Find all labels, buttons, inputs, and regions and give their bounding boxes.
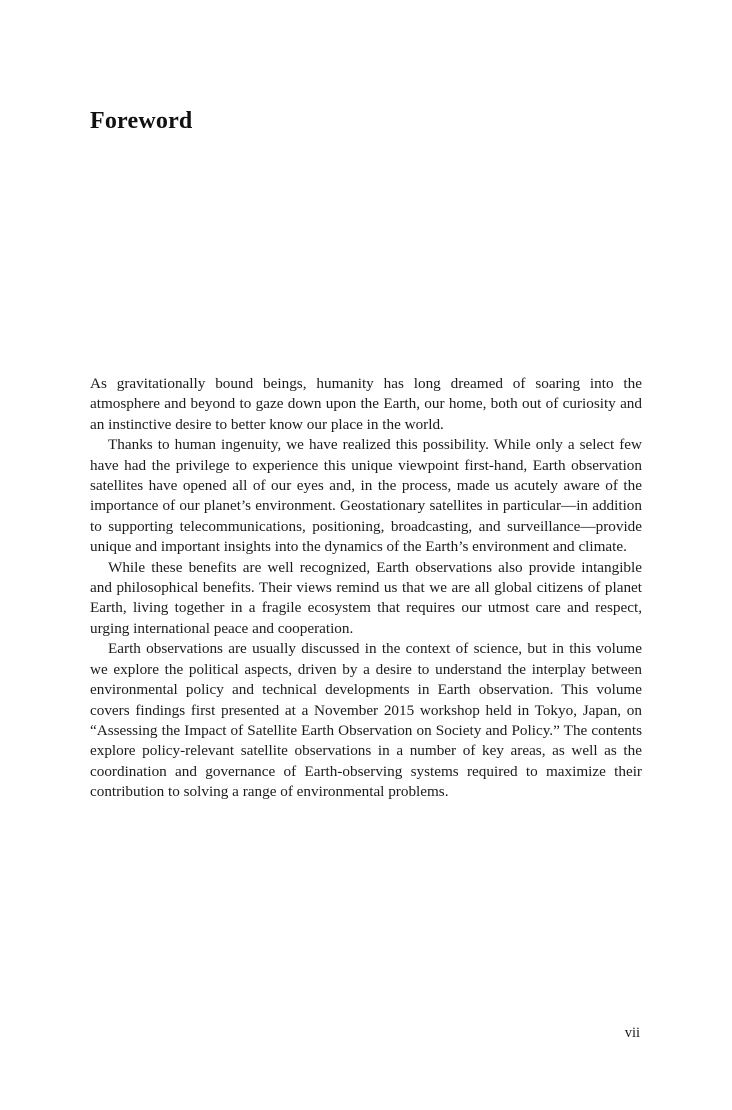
body-paragraph: While these benefits are well recognized, Earth observations also provide intangible and philosophical benefits. Their views remind us that we are all global citizens of planet Earth, living together in a fragile ecosystem that requires our utmost care and respect, urging international peace and cooperation. bbox=[90, 558, 642, 637]
page-title: Foreword bbox=[90, 108, 193, 135]
body-paragraph: As gravitationally bound beings, humanity has long dreamed of soaring into the atmosphere and beyond to gaze down upon the Earth, our home, both out of curiosity and an instinctive desire to better know our place in the world. bbox=[90, 375, 642, 433]
body-text bbox=[90, 374, 642, 803]
body-paragraph: Thanks to human ingenuity, we have realized this possibility. While only a select few have had the privilege to experience this unique viewpoint first-hand, Earth observation satellites have opened all of our eyes and, in the process, made us acutely aware of the importance of our planet’s environment. Geostationary satellites in particular—in addition to supporting telecommunications, positioning, broadcasting, and surveillance—provide unique and important insights into the dynamics of the Earth’s environment and climate. bbox=[90, 436, 642, 556]
page-number: vii bbox=[624, 1025, 640, 1041]
body-paragraph: Earth observations are usually discussed in the context of science, but in this volume we explore the political aspects, driven by a desire to understand the interplay between environmental policy and technical developments in Earth observation. This volume covers findings first presented at a November 2015 workshop held in Tokyo, Japan, on “Assessing the Impact of Satellite Earth Observation on Society and Policy.” The contents explore policy-relevant satellite observations in a number of key areas, as well as the coordination and governance of Earth-observing systems required to maximize their contribution to solving a range of environmental problems. bbox=[90, 640, 642, 801]
